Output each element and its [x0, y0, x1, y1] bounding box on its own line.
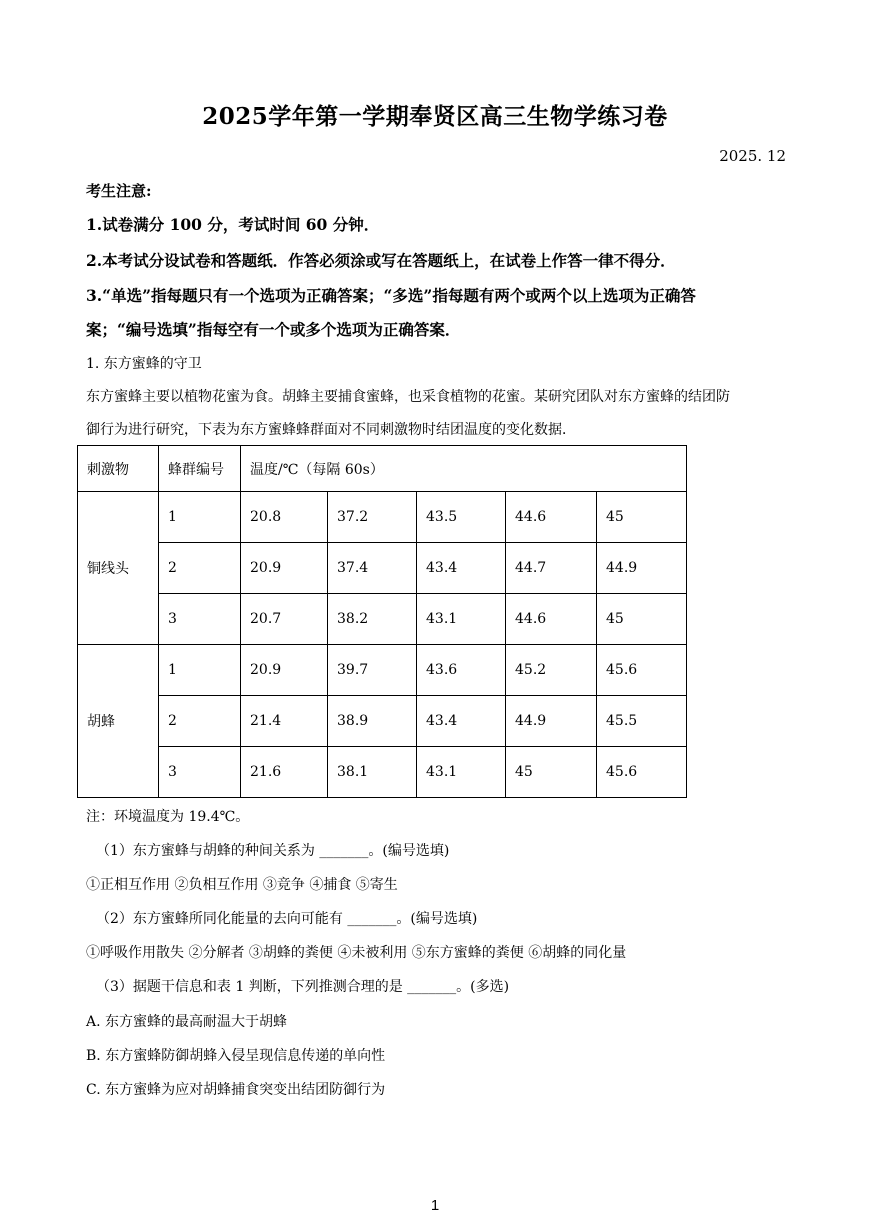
temp-cell: 38.1 — [328, 747, 417, 798]
colony-id-cell: 2 — [159, 696, 241, 747]
table-note: 注：环境温度为 19.4℃。 — [86, 809, 250, 825]
temp-cell: 44.7 — [506, 543, 597, 594]
stimulus-cell: 铜线头 — [78, 492, 159, 645]
temp-cell: 44.6 — [506, 594, 597, 645]
notice-item-3: 3.“单选”指每题只有一个选项为正确答案；“多选”指每题有两个或两个以上选项为正确答 — [86, 286, 696, 305]
notice-item-2: 2.本考试分设试卷和答题纸．作答必须涂或写在答题纸上，在试卷上作答一律不得分． — [86, 251, 676, 270]
temp-cell: 45 — [506, 747, 597, 798]
table-row — [78, 492, 687, 543]
sub-question-1: （1）东方蜜蜂与胡蜂的种间关系为 _______。(编号选填) — [96, 843, 450, 859]
table-row — [78, 747, 687, 798]
sub-question-1-options: ①正相互作用 ②负相互作用 ③竞争 ④捕食 ⑤寄生 — [86, 877, 398, 893]
temp-cell: 43.1 — [417, 747, 506, 798]
temp-cell: 43.4 — [417, 543, 506, 594]
temp-cell: 43.4 — [417, 696, 506, 747]
table-row — [78, 696, 687, 747]
table-header-row — [78, 446, 687, 492]
notice-item-3-cont: 案；“编号选填”指每空有一个或多个选项为正确答案． — [86, 320, 461, 339]
temp-cell: 37.4 — [328, 543, 417, 594]
temp-cell: 39.7 — [328, 645, 417, 696]
choice-c: C. 东方蜜蜂为应对胡蜂捕食突变出结团防御行为 — [86, 1082, 386, 1098]
stimulus-cell: 胡蜂 — [78, 645, 159, 798]
temp-cell: 43.6 — [417, 645, 506, 696]
page-title: 2025学年第一学期奉贤区高三生物学练习卷 — [202, 103, 668, 130]
colony-id-cell: 3 — [159, 594, 241, 645]
temp-cell: 45.5 — [597, 696, 687, 747]
temp-cell: 20.9 — [241, 543, 328, 594]
temp-cell: 20.8 — [241, 492, 328, 543]
header-colony-id: 蜂群编号 — [159, 446, 241, 492]
colony-id-cell: 3 — [159, 747, 241, 798]
question-intro-line-2: 御行为进行研究，下表为东方蜜蜂蜂群面对不同刺激物时结团温度的变化数据． — [86, 422, 576, 438]
temp-cell: 43.5 — [417, 492, 506, 543]
temp-cell: 37.2 — [328, 492, 417, 543]
notice-item-1: 1.试卷满分 100 分，考试时间 60 分钟． — [86, 215, 380, 234]
colony-id-cell: 2 — [159, 543, 241, 594]
temp-cell: 38.2 — [328, 594, 417, 645]
temp-cell: 21.4 — [241, 696, 328, 747]
temperature-table — [77, 445, 687, 798]
temp-cell: 45.2 — [506, 645, 597, 696]
sub-question-2: （2）东方蜜蜂所同化能量的去向可能有 _______。(编号选填) — [96, 911, 478, 927]
header-stimulus: 刺激物 — [78, 446, 159, 492]
notice-heading: 考生注意: — [86, 182, 152, 200]
sub-question-3: （3）据题干信息和表 1 判断，下列推测合理的是 _______。(多选) — [96, 979, 510, 995]
exam-date: 2025. 12 — [719, 147, 786, 165]
choice-a: A. 东方蜜蜂的最高耐温大于胡蜂 — [86, 1014, 288, 1030]
header-temperature: 温度/℃（每隔 60s） — [241, 446, 687, 492]
choice-b: B. 东方蜜蜂防御胡蜂入侵呈现信息传递的单向性 — [86, 1048, 386, 1064]
sub-question-2-options: ①呼吸作用散失 ②分解者 ③胡蜂的粪便 ④未被利用 ⑤东方蜜蜂的粪便 ⑥胡蜂的同化量 — [86, 945, 627, 961]
question-title: 1. 东方蜜蜂的守卫 — [86, 356, 202, 372]
temp-cell: 20.9 — [241, 645, 328, 696]
temp-cell: 45.6 — [597, 645, 687, 696]
temp-cell: 45.6 — [597, 747, 687, 798]
temp-cell: 44.6 — [506, 492, 597, 543]
temp-cell: 45 — [597, 492, 687, 543]
question-intro-line-1: 东方蜜蜂主要以植物花蜜为食。胡蜂主要捕食蜜蜂，也采食植物的花蜜。某研究团队对东方蜜蜂的结团防 — [86, 389, 730, 405]
temp-cell: 38.9 — [328, 696, 417, 747]
page-number: 1 — [430, 1197, 440, 1214]
temp-cell: 44.9 — [597, 543, 687, 594]
colony-id-cell: 1 — [159, 645, 241, 696]
table-row — [78, 594, 687, 645]
temp-cell: 44.9 — [506, 696, 597, 747]
temp-cell: 20.7 — [241, 594, 328, 645]
temp-cell: 43.1 — [417, 594, 506, 645]
temp-cell: 45 — [597, 594, 687, 645]
colony-id-cell: 1 — [159, 492, 241, 543]
table-row — [78, 645, 687, 696]
table-row — [78, 543, 687, 594]
temp-cell: 21.6 — [241, 747, 328, 798]
